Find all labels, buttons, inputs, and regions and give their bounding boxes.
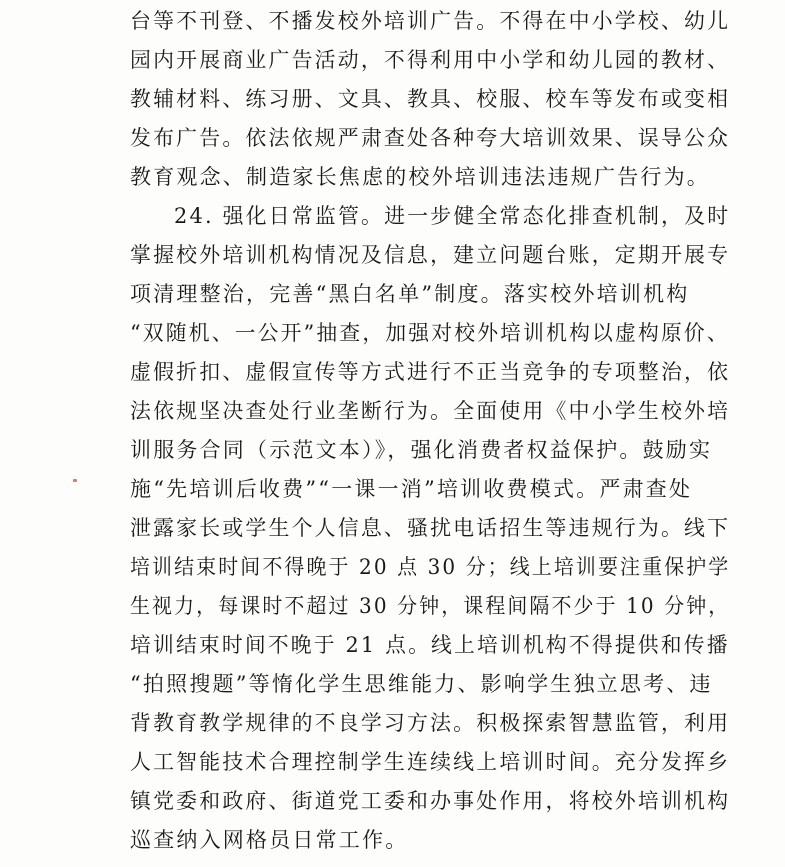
text-line: 发布广告。依法依规严肃查处各种夸大培训效果、误导公众 xyxy=(130,126,731,150)
paragraph-heading-line: 24. 强化日常监管。进一步健全常态化排查机制，及时 xyxy=(174,204,731,228)
text-line: 教辅材料、练习册、文具、教具、校服、校车等发布或变相 xyxy=(130,87,731,111)
text-line: 人工智能技术合理控制学生连续线上培训时间。充分发挥乡 xyxy=(130,750,731,774)
text-line: 背教育教学规律的不良学习方法。积极探索智慧监管，利用 xyxy=(130,711,731,735)
text-line: 台等不刊登、不播发校外培训广告。不得在中小学校、幼儿 xyxy=(130,9,731,33)
text-line: 虚假折扣、虚假宣传等方式进行不正当竞争的专项整治，依 xyxy=(130,360,731,384)
text-line: 培训结束时间不晚于 21 点。线上培训机构不得提供和传播 xyxy=(130,633,730,657)
text-line: “拍照搜题”等惰化学生思维能力、影响学生独立思考、违 xyxy=(130,672,713,696)
text-line: 巡查纳入网格员日常工作。 xyxy=(130,828,409,852)
ink-mark xyxy=(73,479,77,482)
text-line: 生视力，每课时不超过 30 分钟，课程间隔不少于 10 分钟， xyxy=(130,594,731,618)
text-line: 法依规坚决查处行业垄断行为。全面使用《中小学生校外培 xyxy=(130,399,731,423)
text-line: 园内开展商业广告活动，不得利用中小学和幼儿园的教材、 xyxy=(130,48,731,72)
text-line: 泄露家长或学生个人信息、骚扰电话招生等违规行为。线下 xyxy=(130,516,731,540)
text-line: 项清理整治，完善“黑白名单”制度。落实校外培训机构 xyxy=(130,282,690,306)
text-line: “双随机、一公开”抽查，加强对校外培训机构以虚构原价、 xyxy=(130,321,730,345)
text-line: 教育观念、制造家长焦虑的校外培训违法违规广告行为。 xyxy=(130,165,710,189)
text-line: 培训结束时间不得晚于 20 点 30 分；线上培训要注重保护学 xyxy=(130,555,731,579)
text-line: 掌握校外培训机构情况及信息，建立问题台账，定期开展专 xyxy=(130,243,731,267)
text-line: 施“先培训后收费”“一课一消”培训收费模式。严肃查处 xyxy=(130,477,693,501)
text-line: 镇党委和政府、街道党工委和办事处作用，将校外培训机构 xyxy=(130,789,731,813)
text-line: 训服务合同（示范文本）》，强化消费者权益保护。鼓励实 xyxy=(130,438,713,462)
